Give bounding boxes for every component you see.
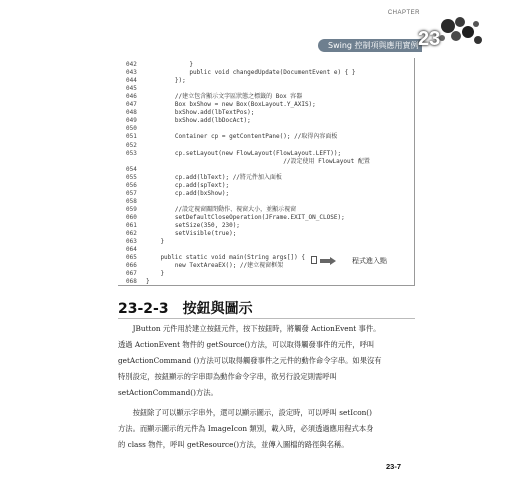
line-number: 052 [126,141,137,149]
code-text: public static void main(String args[]) { [146,254,305,262]
line-number: 044 [126,77,137,85]
section-heading: 23-2-3 按鈕與圖示 [118,301,253,317]
header-title: Swing 控制項與應用實例 [328,41,419,50]
paragraph-line: 方法。而顯示圖示的元件為 ImageIcon 類別，載入時，必須透過應用程式本身 [118,424,374,433]
code-text: bxShow.add(lbDocAct); [146,117,251,125]
page-number: 23-7 [386,462,402,471]
paragraph-line: 特別設定，按鈕顯示的字串即為動作命令字串，欲另行設定則需呼叫 [118,372,337,381]
code-text: setSize(350, 230); [146,222,240,229]
arrow-right-icon [320,257,336,265]
line-number: 057 [126,189,137,197]
line-number: 043 [126,69,137,77]
line-number: 067 [126,270,137,278]
code-text: //設定視窗關閉動作、視窗大小，並顯示視窗 [146,205,297,213]
paragraph-line: 按鈕除了可以顯示字串外，還可以顯示圖示，設定時，可以呼叫 setIcon() [118,408,372,417]
code-text: } [146,270,165,278]
line-number: 058 [126,197,137,205]
line-number: 046 [126,93,137,101]
line-number: 061 [126,222,137,229]
paragraph-1 [118,321,418,401]
line-number: 065 [126,254,137,262]
line-number: 060 [126,213,137,221]
code-text: } [146,238,165,246]
line-number: 068 [126,278,137,286]
code-text: cp.setLayout(new FlowLayout(FlowLayout.LEFT)); [146,149,342,157]
callout-label: 程式進入點 [352,257,387,265]
line-number: 045 [126,85,137,93]
line-number: 050 [126,125,137,133]
chapter-label: CHAPTER [387,10,420,16]
code-text: Container cp = getContentPane(); //取得內容面板 [146,133,338,141]
line-number: 049 [126,117,137,125]
code-text: bxShow.add(lbTextPos); [146,109,255,117]
code-text: }); [146,77,186,85]
code-text: Box bxShow = new Box(BoxLayout.Y_AXIS); [146,101,316,109]
line-number: 055 [126,173,137,181]
paragraph-line: setActionCommand()方法。 [118,388,218,397]
line-number: 047 [126,101,137,109]
code-line [126,157,370,167]
line-number: 062 [126,230,137,238]
code-text: public void changedUpdate(DocumentEvent e) { } [146,69,356,77]
line-number: 042 [126,61,137,68]
code-text: cp.add(spText); [146,181,230,189]
line-number: 066 [126,262,137,270]
paragraph-line: 透過 ActionEvent 物件的 getSource()方法，可以取得觸發事件的元件，呼叫 [118,340,375,349]
code-text: } [146,61,193,68]
heading-divider [118,318,415,319]
code-text: cp.add(lbText); //將元件加入面板 [146,173,282,181]
code-text: setVisible(true); [146,230,237,238]
code-text: //建立包含顯示文字區狀態之標籤的 Box 容器 [146,93,303,101]
code-text: cp.add(bxShow); [146,189,230,197]
line-number: 054 [126,165,137,173]
code-text: //設定使用 FlowLayout 配置 [146,157,370,165]
code-text: setDefaultCloseOperation(JFrame.EXIT_ON_CLOSE); [146,213,345,221]
line-number: 051 [126,133,137,141]
paragraph-2 [118,405,418,453]
line-number: 053 [126,149,137,157]
code-line [126,132,337,142]
line-number: 063 [126,238,137,246]
line-number: 064 [126,246,137,254]
line-number: 056 [126,181,137,189]
code-line [126,277,150,287]
code-text: new TextAreaEX(); //建立視窗框架 [146,262,284,270]
chapter-number: 23 [418,28,441,50]
paragraph-line: getActionCommand ()方法可以取得觸發事件之元件的動作命令字串。如果沒有 [118,356,382,365]
callout-marker [311,256,317,264]
line-number: 059 [126,205,137,213]
paragraph-line: 的 class 物件，呼叫 getResource()方法，並傳入圖檔的路徑與名稱。 [118,440,349,449]
code-text: } [146,278,150,286]
paragraph-line: JButton 元件用於建立按鈕元件，按下按鈕時，將觸發 ActionEvent 事件。 [118,324,381,333]
line-number: 048 [126,109,137,117]
